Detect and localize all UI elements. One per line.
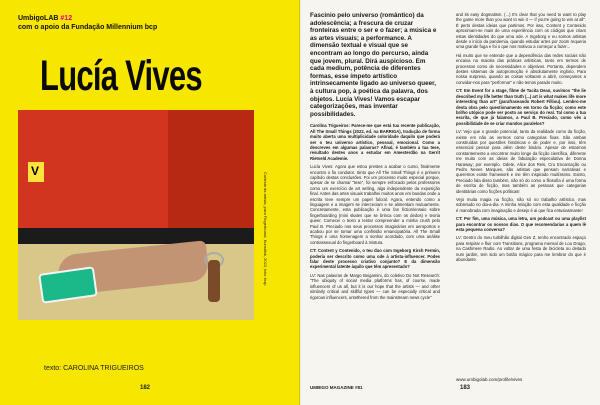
text-column-1 — [310, 12, 440, 303]
right-page — [300, 0, 600, 405]
photo-shirt-logo-letter: V — [31, 164, 40, 178]
header-support: com o apoio da Fundação Millennium bcp — [18, 24, 158, 31]
intro-paragraph: Fascínio pelo universo (romântico) da adolescência; a frescura de cruzar fronteiras entre o ser e o fazer; a música e as artes visuais; a performance. A dimensão textual e visual que se encontram ao longo do percurso, ainda que jovem, plural. Dirá auspicioso. Em cada medium, potência de diferentes formas, esse ímpeto artístico intrinsecamente ligado ao universo queer, à cultura pop, à poética da palavra, dos objetos. Lucía Vives! Vamos escapar categorizações, mas inventar possibilidades. — [310, 12, 437, 118]
photo-credit: Cortesia da artista, para Fingerboard, Kunstlink, 2022, foto: fosp — [263, 172, 268, 286]
spine-shadow — [299, 0, 301, 405]
page-number-left: 182 — [140, 385, 151, 391]
answer-2-paragraph-2: Há muito que se entende que a dependência das redes sociais não encaixa na maioria das práticas artísticas, tanto em termos de processos como de necessidades e objetivos. Portanto, dependem destes sistemas de autopromoção é absolutamente inglorio. Para nossa surpresa, quando as coisas voltaram a abrir, começamos a convidar-nos para "performar" e não temos parado muito. — [456, 52, 586, 85]
profile-link[interactable]: www.umbigolab.com/profile/vives — [456, 377, 523, 382]
text-column-2 — [456, 12, 586, 265]
photo-waistband — [18, 228, 254, 244]
question-4: CT: Por fim, uma música, uma letra, um podcast ou uma playlist para encontrar os nossos dias. O que recomendarias a quem lê esta pequena conversa? — [456, 216, 586, 233]
answer-2-continued: and its easy dogmatism. (...) It's clear that you need to want to play the game more than you want to win it — if you're going to win at all". É perto destas ideias que partimos. Por isso, Content y Contenido aproximam-se mais de uma experiência com os códigos que criam estas identidades do que uma ode. A Ingeborg e eu somos artistas desde o início da pandemia, quando estudar artes por zoom requeria uma grande fuga e foi o que nos motivou a começar a fazer... — [456, 12, 586, 50]
answer-3-paragraph-2: Vejo muita magia na ficção, não só no trabalho artístico, mas sobretudo no dia-a-dia. A minha relação com esta qualidade e ficção é manobrada com imaginação e desejo é ai que fica entusiasmante! — [456, 197, 586, 213]
byline: texto: CAROLINA TRIGUEIROS — [44, 365, 144, 372]
header-issue: #12 — [60, 15, 73, 22]
article-title: Lucía Vives — [40, 52, 202, 100]
answer-3: LV: Vejo que o grande potencial, tanto da realidade como da ficção, existe em não as vermos como categorias fixas. São ambas construídas por questões históricas e de poder e, por isso, têm essencial pensar para além deste binário. Apesar de estarmos constantemente a encontrar muito longe da ficção científica, diferente me muito com as ideias de fabulação especulativa de Donna Haraway; por exemplo. Odete, Alice dos Reis, Cru Encarnação ou Pedro Neves Marques, são artistas que pensam narrativas e queremos existe framework e me têm inspirado muitíssimo. Existo, Preciado fala disso também, não só do como a filosofia é uma forma de escrita de ficção, mas também as pessoas que categorias identitárias como ficções políticas! — [456, 129, 586, 194]
answer-2: LV: Nas palavras de Margo Beigamini, do coletivo Do Not Research: "The ubiquity of social media platforms has, of course, made influencers of us all, but it is our hope that the artists — and other similarly critical and skillful types — can be especially critical and rigorous influencers, untethered from the mainstream news cycle" — [310, 272, 440, 300]
question-3: CT: Em Event for a stage, filme de Tacita Dean, ouvimos "the lie described my life better than truth (...) art is what makes life more interesting than art" (parafraseando Robert Filliou). Lembro-me desta obra pelo questionamento em torno da ficção; como este brilho utópico pode ser posto ao serviço do real. Tal como a tua escrita, de que já falamos, a Paul B. Preciado, como vês a possibilidade de se criar mundos paralelos? — [456, 88, 586, 126]
answer-4: LV: Dentro do meu turbilhão digital Gen Z, tenho encontrado espaço para respirar e fluir com Transitions, programa mensal de Lou Drago, na Cashmere Radio. Ao voltar de uma festa de bicicleta ou deitado num jardim, tem sido um botão mágico para me lembrar do que é abundante. — [456, 235, 586, 263]
header-brand-line — [18, 15, 72, 22]
photo-shirt-logo — [28, 162, 44, 182]
header-brand: UmbigoLAB — [18, 15, 59, 22]
photo-keychain — [208, 260, 220, 302]
magazine-footer: UMBIGO MAGAZINE #81 — [310, 385, 363, 390]
question-2: CT: Content y Contenido, o teu duo com Ingeborg Kirsh Fermin, poderia ser descrito como uma ode à artista-influencer. Podes falar deste processo criativo conjunto? E da dimensão experimental latente àquilo que têm apresentado? — [310, 248, 440, 270]
artist-photo — [18, 110, 254, 320]
page-number-right: 183 — [460, 385, 471, 391]
photo-shirt-fold — [168, 110, 254, 230]
answer-1: Lucía Vives: Agora que estou prestes a acabar o curso, finalmente encontro o fio condutor. Sinto que All The Small Things é o primeiro capítulo destas conclusões. Foi um processo muito especial porque, apesar de se chamar "tese", foi sempre enfocado pelos professores como um exercício de art writing, algo independente da exposição final. Antes das artes visuais trabalhei muitos anos em bandas onde a escrita teve sempre um papel fulcral. Agora, entendo como a linguagem e a imagem se interceciam e se alimentam mutuamente. Concretamente, esta publicação é uma fan fiction/ensaio sobre fingerboarding (mini skates que se brinca com os dedos) e teoria queer. Comecei o texto a tentar compreender a minha crush pelo Paul B. Preciado nos seus processos imaginários em aeroportos e acabou por se tornar uma confissão emancipatória. All The Small Things é uma homenagem a sonhar acordado, com uma análise contrassexual do fingerboard à mistura. — [310, 164, 440, 245]
question-1: Carolina Trigueiros: Parece-me que está tua recente publicação, All The Small Things (2022, ed. na BARRIGA), tradução de forma muito aberta uma multiplicidade coloridade daquilo que poderá ser o teu universo artístico, pessoal, emocional. Como a descreves em algumas palavras? Afinal, é também a tua tese, resultado destes anos a estudar em Amesterdão na Gerrit Rietveld Academie. — [310, 123, 440, 161]
